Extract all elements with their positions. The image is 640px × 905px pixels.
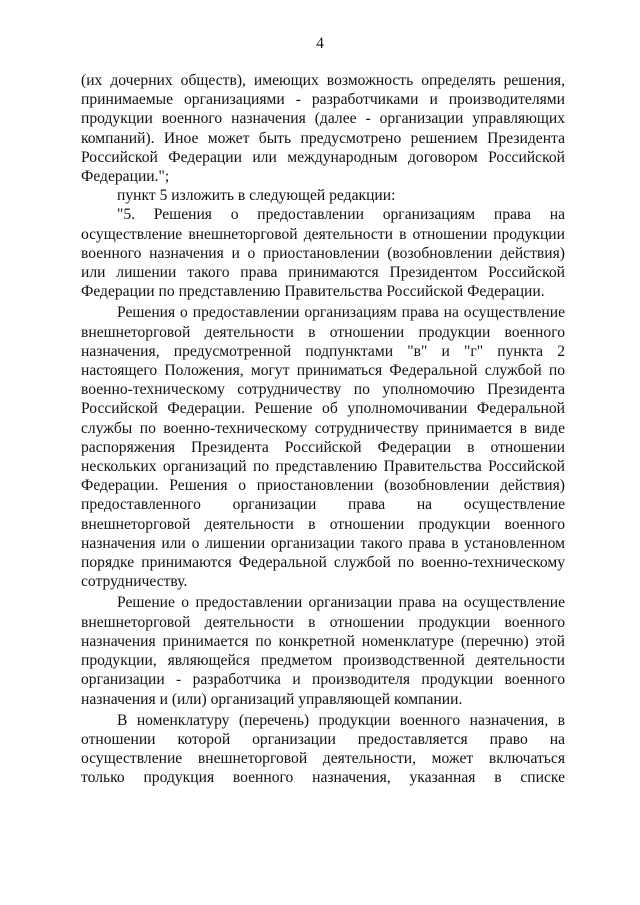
paragraph-2: пункт 5 изложить в следующей редакции: [117,187,396,205]
document-body [81,71,565,788]
paragraph-4: Решения о предоставлении организациям права на осуществление внешнеторговой деятельности в отношении продукции военного назначения, предусмотренной подпунктами "в" и "г" пункта 2 настоящего Положения, могут приниматься Федеральной службой по военно-техническому сотрудничеству по уполномочию Президента Российской Федерации. Решение об уполномочивании Федеральной службы по военно-техническому сотрудничеству принимается в виде распоряжения Президента Российской Федерации в отношении нескольких организаций по представлению Правительства Российской Федерации. Решения о приостановлении (возобновлении действия) предоставленного организации права на осуществление внешнеторговой деятельности в отношении продукции военного назначения или о лишении организации такого права в установленном порядке принимаются Федеральной службой по военно-техническому сотрудничеству. [81,304,565,591]
paragraph-3: "5. Решения о предоставлении организациям права на осуществление внешнеторговой деятельности в отношении продукции военного назначения и о приостановлении (возобновлении действия) или лишении такого права принимаются Президентом Российской Федерации по представлению Правительства Российской Федерации. [81,206,565,301]
paragraph-5: Решение о предоставлении организации права на осуществление внешнеторговой деятельности в отношении продукции военного назначения принимается по конкретной номенклатуре (перечню) этой продукции, являющейся предметом производственной деятельности организации - разработчика и производителя продукции военного назначения и (или) организаций управляющей компании. [81,594,565,708]
paragraph-6: В номенклатуру (перечень) продукции военного назначения, в отношении которой организации предоставляется право на осуществление внешнеторговой деятельности, может включаться только продукция военного назначения, указанная в списке [81,711,565,787]
page-number: 4 [316,35,324,52]
paragraph-1: (их дочерних обществ), имеющих возможность определять решения, принимаемые организациями - разработчиками и производителями продукции военного назначения (далее - организации управляющих компаний). Иное может быть предусмотрено решением Президента Российской Федерации или международным договором Российской Федерации."; [81,72,565,186]
